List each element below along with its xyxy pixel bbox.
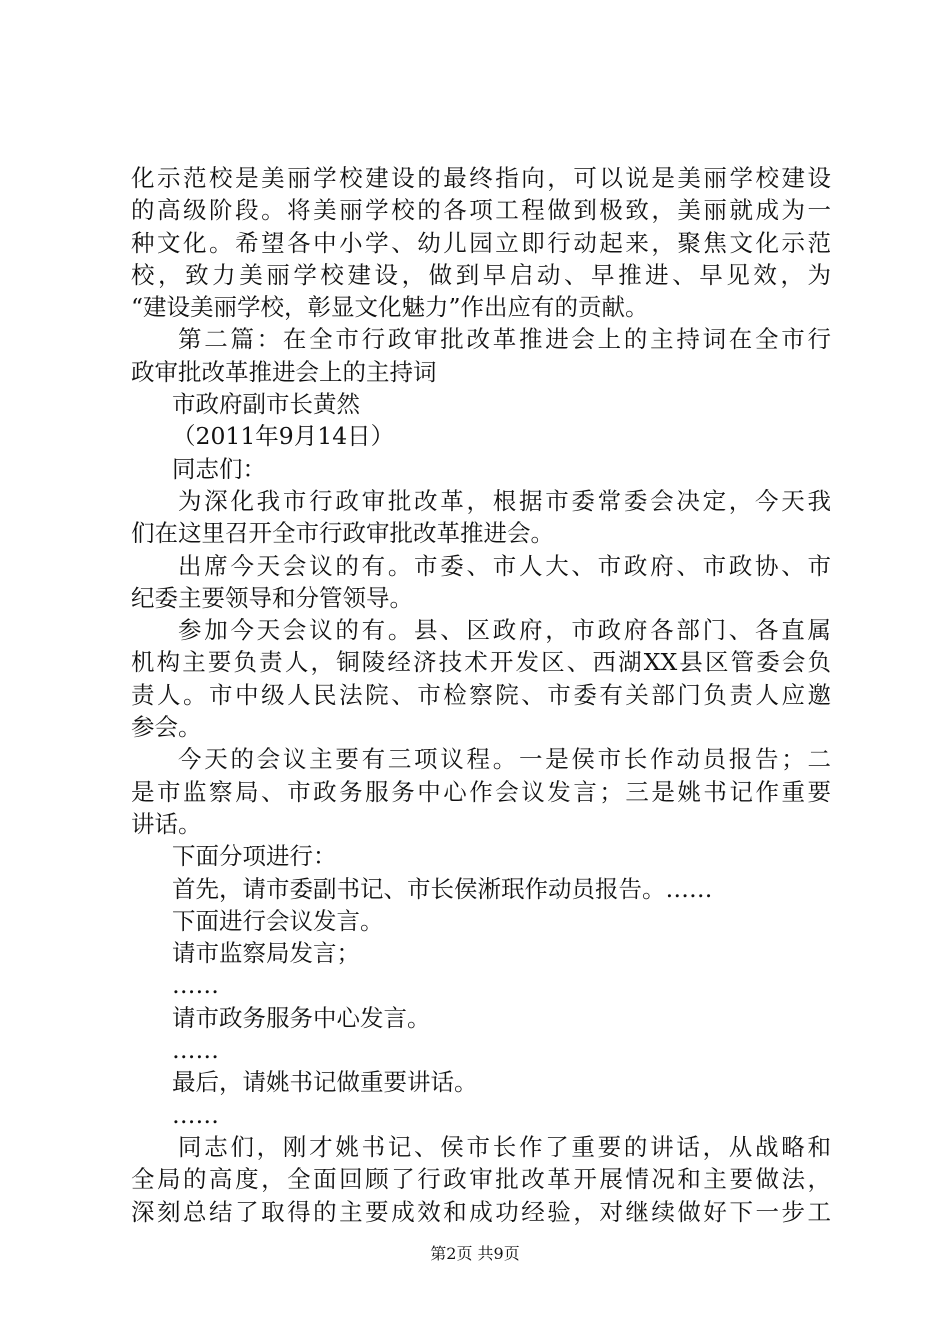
text-line: 是市监察局、市政务服务中心作会议发言；三是姚书记作重要 xyxy=(131,777,831,806)
page-footer: 第2页 共9页 xyxy=(430,1244,520,1263)
text-line: 校，致力美丽学校建设，做到早启动、早推进、早见效，为 xyxy=(131,260,831,289)
text-line: 们在这里召开全市行政审批改革推进会。 xyxy=(131,519,554,548)
document-body xyxy=(131,162,831,1228)
text-line: 的高级阶段。将美丽学校的各项工程做到极致，美丽就成为一 xyxy=(131,196,831,225)
text-line: 化示范校是美丽学校建设的最终指向，可以说是美丽学校建设 xyxy=(131,164,831,192)
text-line: 同志们： xyxy=(172,454,266,483)
text-line: …… xyxy=(172,1036,219,1065)
text-line: 参加今天会议的有。县、区政府，市政府各部门、各直属 xyxy=(178,616,831,645)
text-line: 讲话。 xyxy=(131,809,202,838)
text-line: 全局的高度，全面回顾了行政审批改革开展情况和主要做法， xyxy=(131,1165,831,1194)
text-line: 最后，请姚书记做重要讲话。 xyxy=(172,1068,478,1097)
text-line: 机构主要负责人，铜陵经济技术开发区、西湖XX县区管委会负 xyxy=(131,648,831,677)
text-line: 请市政务服务中心发言。 xyxy=(172,1003,431,1032)
text-line: 请市监察局发言； xyxy=(172,939,360,968)
text-line: 责人。市中级人民法院、市检察院、市委有关部门负责人应邀 xyxy=(131,680,831,709)
text-line: 第二篇：在全市行政审批改革推进会上的主持词在全市行 xyxy=(178,325,831,354)
text-line: 参会。 xyxy=(131,713,202,742)
text-line: 市政府副市长黄然 xyxy=(172,390,360,419)
text-line: “建设美丽学校，彰显文化魅力”作出应有的贡献。 xyxy=(131,293,649,322)
text-line: 种文化。希望各中小学、幼儿园立即行动起来，聚焦文化示范 xyxy=(131,228,831,257)
text-line: 首先，请市委副书记、市长侯淅珉作动员报告。…… xyxy=(172,874,713,903)
text-line: 深刻总结了取得的主要成效和成功经验，对继续做好下一步工 xyxy=(131,1197,831,1226)
text-line: 今天的会议主要有三项议程。一是侯市长作动员报告；二 xyxy=(178,745,831,774)
text-line: 下面进行会议发言。 xyxy=(172,906,384,935)
text-line: …… xyxy=(172,971,219,1000)
text-line: （2011年9月14日） xyxy=(172,422,395,451)
text-line: 下面分项进行： xyxy=(172,842,337,871)
text-line: 出席今天会议的有。市委、市人大、市政府、市政协、市 xyxy=(178,551,831,580)
text-line: 为深化我市行政审批改革，根据市委常委会决定，今天我 xyxy=(178,486,831,515)
text-line: 同志们，刚才姚书记、侯市长作了重要的讲话，从战略和 xyxy=(178,1132,831,1161)
text-line: 政审批改革推进会上的主持词 xyxy=(131,357,437,386)
text-line: 纪委主要领导和分管领导。 xyxy=(131,583,413,612)
text-line: …… xyxy=(172,1100,219,1129)
